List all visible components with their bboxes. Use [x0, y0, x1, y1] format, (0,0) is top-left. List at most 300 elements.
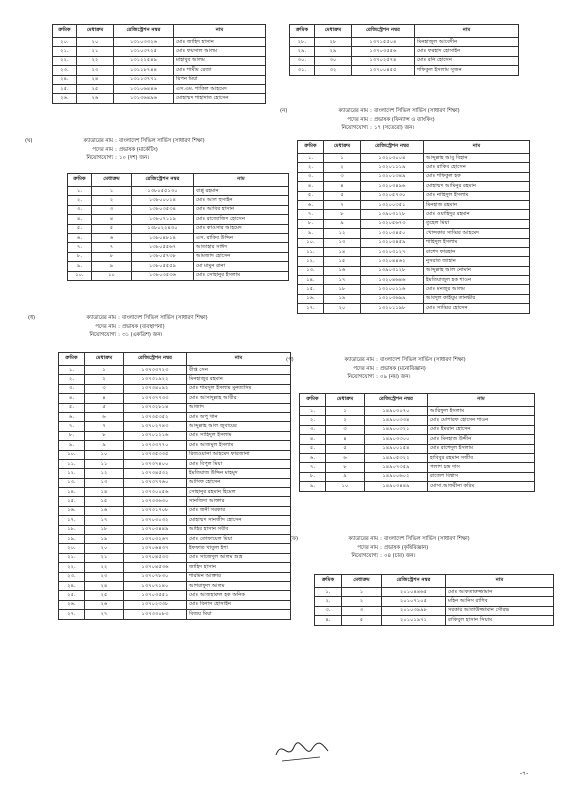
table-row [59, 384, 291, 393]
merit-cell: ৩ [92, 205, 132, 214]
serial-cell: ৫. [298, 191, 324, 200]
merit-cell: ৯ [324, 219, 361, 228]
table-row [298, 219, 530, 228]
name-cell: মোঃ তোফায়েল মিয়া [187, 535, 291, 544]
name-cell: মোঃ বিনাস হোসাইন [187, 600, 291, 609]
table-row [298, 266, 530, 275]
name-cell: সোহানুর রহমান হিমেল [187, 488, 291, 497]
registration-cell: ১৩৭৩৭৭৩৩ [124, 394, 187, 403]
name-cell: এস.এম. শাকিল আহমেদ [174, 84, 266, 93]
name-cell: আজাদ [187, 403, 291, 412]
table-row [59, 431, 291, 440]
registration-cell: ১৩৭০৭১৪০ [124, 581, 187, 590]
registration-cell: ১৪৯০৩০৭০ [365, 407, 428, 416]
registration-cell: ২০১০৭১০৫ [382, 597, 446, 606]
registration-cell: ১৩২০৩৪৫০ [361, 229, 424, 238]
serial-cell: ২১. [53, 47, 77, 56]
column-header: রেজিস্ট্রেশন নম্বর [114, 25, 174, 38]
registration-cell: ১৩৭৩০০৫৬ [124, 488, 187, 497]
serial-cell: ৫. [68, 224, 92, 233]
serial-cell: ৪. [68, 215, 92, 224]
merit-cell: ১৪ [324, 247, 361, 256]
registration-cell: ১৩৭৩৭৭৬০ [124, 478, 187, 487]
registration-cell: ১৩৮০৭১১৯ [132, 215, 194, 224]
merit-cell: ১৩ [85, 478, 124, 487]
registration-cell: ১৩৭৩৭৪০০ [124, 459, 187, 468]
merit-cell: ৭ [324, 200, 361, 209]
registration-cell: ১৩৭৩৩৭৭০ [124, 441, 187, 450]
column-header: ক্রমিক [53, 25, 77, 38]
serial-cell: ৩. [315, 606, 342, 615]
serial-cell: ৭. [300, 463, 326, 472]
name-cell: মোঃ রনি হোসেন [415, 56, 519, 65]
table-row [298, 294, 530, 303]
name-cell: খোন্দকার সাব্বির আহমেদ [424, 229, 530, 238]
registration-cell: ১৩৭০২৭৪৩ [124, 422, 187, 431]
serial-cell: ৮. [298, 219, 324, 228]
table-row [300, 463, 535, 472]
merit-cell: ২ [85, 375, 124, 384]
serial-cell: ৫. [300, 444, 326, 453]
name-cell: মোঃ ফয়সাল আলম [174, 47, 266, 56]
column-header: ক্রমিক [290, 25, 315, 38]
registration-cell: ১৩২০৫৭৩০ [361, 191, 424, 200]
table-row [315, 597, 554, 606]
merit-cell: ১০ [85, 450, 124, 459]
data-table [52, 24, 266, 104]
cadre-info-finance: (ন) ক্যাডারের নাম : বাংলাদেশ সিভিল সার্ভিস (সাধারণ শিক্ষা) পদের নাম : প্রভাষক (ফিন্যান্স ও ব্যাংকিং) নিয়োগযোগ্য : ১৭ (সতেরো) জন। [280, 108, 460, 132]
name-cell: আব্দুল্লাহ আল জুবায়ের [187, 422, 291, 431]
table-row [298, 200, 530, 209]
registration-cell: ১৩৭০২৩৩৮ [124, 600, 187, 609]
table-row [298, 257, 530, 266]
merit-cell: ১ [324, 154, 361, 163]
name-cell: আতাহার সাঈদ [194, 243, 289, 252]
table-header-row [53, 25, 266, 38]
column-header: ক্রমিক [59, 353, 85, 366]
table-row [59, 535, 291, 544]
serial-cell: ৭. [68, 243, 92, 252]
name-cell: ইফফাত খাতুল ইশা [187, 544, 291, 553]
table-row [300, 425, 535, 434]
name-cell: রিপন মিয়া [174, 75, 266, 84]
serial-cell: ২৮. [290, 38, 315, 47]
table-row [68, 187, 289, 196]
merit-cell: ২ [324, 163, 361, 172]
registration-cell: ১৩২০৩৪৫৯ [361, 238, 424, 247]
name-cell: মোঃ সাজেদুল আলম শুভ্র [187, 553, 291, 562]
name-cell: আসিফ হোসেন [187, 478, 291, 487]
name-cell: আবদুল কাইয়ুম তানভীর [424, 294, 530, 303]
serial-cell: ১৮. [59, 525, 85, 534]
serial-cell: ৪. [59, 394, 85, 403]
column-header: রেজিস্ট্রেশন নম্বর [365, 394, 428, 407]
column-header: মেধাক্রম [326, 394, 365, 407]
registration-cell: ১৩২০৫৬৭৩ [361, 219, 424, 228]
registration-cell: ১৪৯০০৬০২ [365, 472, 428, 481]
merit-cell: ৮ [326, 463, 365, 472]
registration-cell: ১৩৭৩৩৬৩০ [124, 497, 187, 506]
merit-cell: ১১ [85, 459, 124, 468]
table-row [59, 403, 291, 412]
merit-cell: ৬ [326, 453, 365, 462]
name-cell: মোঃ কাওসার আহমেদ [194, 224, 289, 233]
serial-cell: ১. [315, 588, 342, 597]
registration-cell: ১৩২০৪৬৪৬ [361, 276, 424, 285]
registration-cell: ১৩৭০৬৪৩৭ [124, 544, 187, 553]
serial-cell: ১. [300, 407, 326, 416]
data-table [58, 352, 291, 620]
merit-cell: ১৯ [324, 294, 361, 303]
column-header: রেজিস্ট্রেশন নম্বর [361, 141, 424, 154]
name-cell: পলাশ চন্দ্র দাস [428, 463, 535, 472]
name-cell: মোঃ মিনহাজ উদ্দীন [428, 435, 535, 444]
name-cell: মোঃ আবির হাসান [194, 205, 289, 214]
table-row [59, 563, 291, 572]
column-header: নাম [415, 25, 519, 38]
serial-cell: ১৭. [298, 304, 324, 313]
name-cell: মোঃ সাব্বির হোসেন [424, 304, 530, 313]
registration-cell: ১৩২০৩৬৯৯ [361, 294, 424, 303]
name-cell: মিনহাজুল আবেদীন [415, 38, 519, 47]
merit-cell: ২৮ [315, 38, 352, 47]
registration-cell: ১৩৮০০০১৪ [132, 196, 194, 205]
serial-cell: ২২. [53, 56, 77, 65]
registration-cell: ১৩৭৩৩৭২৩ [124, 366, 187, 375]
serial-cell: ২৯. [290, 47, 315, 56]
merit-cell: ৩ [342, 606, 382, 615]
cadre-info-psychology: (প) ক্যাডারের নাম : বাংলাদেশ সিভিল সার্ভিস (সাধারণ শিক্ষা) পদের নাম : প্রভাষক (মনোবিজ্ঞান) নিয়োগযোগ্য : ০৯ (নয়) জন। [286, 357, 466, 381]
merit-cell: ৫ [342, 616, 382, 625]
merit-cell: ১৫ [324, 257, 361, 266]
column-header: নাম [187, 353, 291, 366]
table-row [298, 191, 530, 200]
column-header: মেধাক্রম [77, 25, 114, 38]
table-row [53, 84, 266, 93]
merit-cell: ২০ [324, 304, 361, 313]
registration-cell: ১৩২০৩১২৭ [361, 247, 424, 256]
table-management [58, 352, 291, 620]
merit-cell: ৯ [326, 472, 365, 481]
name-cell: মোহাম্মদ সানজীদ হোসেন [187, 516, 291, 525]
table-row [298, 238, 530, 247]
serial-cell: ৬. [300, 453, 326, 462]
table-row [298, 247, 530, 256]
registration-cell: ১৩২০০১১৬ [361, 285, 424, 294]
name-cell: মোঃ বিপুল মিয়া [187, 459, 291, 468]
name-cell: ইমতিয়াজুল হক শাওন [424, 276, 530, 285]
name-cell: মোঃ শামীম রেজা [174, 66, 266, 75]
registration-cell: ১৩২০১১১৯ [361, 163, 424, 172]
registration-cell: ১৩৭৩৫৩৩৫ [124, 450, 187, 459]
registration-cell: ১৩২০০৩৫১ [361, 200, 424, 209]
registration-cell: ১৪৯০০১৫৪ [365, 444, 428, 453]
registration-cell: ১৩৭১৫৫০৪ [352, 38, 415, 47]
table-row [59, 459, 291, 468]
name-cell: রাকিবুল হাসান সিয়াম [446, 616, 554, 625]
name-cell: মোঃ আকতারুজ্জামান [446, 588, 554, 597]
column-header: নাম [174, 25, 266, 38]
name-cell: মোঃ রাশেদুল ইসলাম [428, 444, 535, 453]
table-row [68, 215, 289, 224]
serial-cell: ১০. [298, 238, 324, 247]
merit-cell: ১৭ [324, 276, 361, 285]
name-cell: রিজওয়ানা আহমেদ ফারজানা [187, 450, 291, 459]
name-cell: মোহাম্মদ আমিনুর রহমান [424, 182, 530, 191]
registration-cell: ১৪৯০৩৩০০ [365, 435, 428, 444]
merit-cell: ২ [326, 416, 365, 425]
registration-cell: ১৩৭৩১৭০৮ [124, 506, 187, 515]
table-row [59, 610, 291, 619]
registration-cell: ১৩৭৩৩০৮৩ [124, 610, 187, 619]
name-cell: মোঃ মোশারফ হোসেন শাওন [428, 416, 535, 425]
data-table [67, 173, 289, 281]
table-row [53, 94, 266, 103]
table-row [59, 525, 291, 534]
serial-cell: ৩. [300, 425, 326, 434]
registration-cell: ১৩১০৩৭২৫ [114, 47, 174, 56]
serial-cell: ১৬. [298, 294, 324, 303]
name-cell: মোঃ আজমুল ইসলাম [187, 441, 291, 450]
merit-cell: ৩ [324, 172, 361, 181]
merit-cell: ১০ [92, 271, 132, 280]
serial-cell: ২৪. [59, 581, 85, 590]
table-row [68, 205, 289, 214]
serial-cell: ৯. [298, 229, 324, 238]
registration-cell: ১৩১০৩৩২৬ [114, 38, 174, 47]
registration-cell: ১৪৯০০৩২১ [365, 425, 428, 434]
name-cell: শাহিদুল ইসলাম [424, 238, 530, 247]
column-header: মেধাক্রম [85, 353, 124, 366]
merit-cell: ১ [92, 187, 132, 196]
serial-cell: ২৫. [53, 84, 77, 93]
name-cell: বীপ্ত সেন [187, 366, 291, 375]
name-cell: মোঃ নাহিদুল ইসলাম [424, 191, 530, 200]
table-row [290, 38, 519, 47]
name-cell: মাহাবুব আলম [174, 56, 266, 65]
merit-cell: ১৬ [85, 506, 124, 515]
name-cell: আহির হাসান সবীব [187, 525, 291, 534]
column-header: নাম [424, 141, 530, 154]
registration-cell: ১৩৭০১২১৬ [124, 431, 187, 440]
table-row [298, 276, 530, 285]
serial-cell: ৭. [59, 422, 85, 431]
serial-cell: ২. [298, 163, 324, 172]
table-row [59, 469, 291, 478]
table-row [59, 441, 291, 450]
cadre-info-agriculture: (ফ) ক্যাডারের নাম : বাংলাদেশ সিভিল সার্ভিস (সাধারণ শিক্ষা) পদের নাম : প্রভাষক (কৃষিবিজ্ঞান) নিয়োগযোগ্য : ০৪ (চার) জন। [290, 536, 470, 560]
serial-cell: ২. [59, 375, 85, 384]
registration-cell: ১৩৭৩১৯২২ [124, 375, 187, 384]
registration-cell: ১৩১১৩৭৭১ [114, 75, 174, 84]
merit-cell: ৫ [92, 224, 132, 233]
table-row [68, 271, 289, 280]
name-cell: মোঃ সাহিদুল ইসলাম [187, 431, 291, 440]
serial-cell: ২০. [59, 544, 85, 553]
merit-cell: ২৬ [85, 600, 124, 609]
serial-cell: ৬. [68, 233, 92, 242]
registration-cell: ১৩৮০৫৫১৩০ [132, 187, 194, 196]
name-cell: সানজিদা আক্তার [187, 497, 291, 506]
merit-cell: ২২ [77, 56, 114, 65]
table-row [59, 366, 291, 375]
name-cell: মোঃ মনজুর আলম [424, 285, 530, 294]
name-cell: মোহাম্মদ শাহাদাত হোসেন [174, 94, 266, 103]
merit-cell: ১৮ [85, 525, 124, 534]
name-cell: মোঃ আসাদুল্লাহ আবীর [187, 394, 291, 403]
registration-cell: ১৩১০৬৪৪৬ [114, 84, 174, 93]
merit-cell: ২১ [77, 47, 114, 56]
merit-cell: ১৬ [324, 266, 361, 275]
serial-cell: ৯. [68, 262, 92, 271]
merit-cell: ২৫ [77, 84, 114, 93]
merit-cell: ৩ [85, 384, 124, 393]
serial-cell: ১৭. [59, 516, 85, 525]
merit-cell: ৪ [85, 394, 124, 403]
column-header: ক্রমিক [298, 141, 324, 154]
table-row [298, 182, 530, 191]
name-cell: ইমতিয়াজ উদ্দিন মাহমুদ [187, 469, 291, 478]
serial-cell: ৯. [59, 441, 85, 450]
registration-cell: ১৩৭০৩২৬৭ [124, 535, 187, 544]
name-cell: মোঃ সোহানুর ইসলাম [194, 271, 289, 280]
serial-cell: ১১. [59, 459, 85, 468]
data-table [299, 393, 535, 492]
table-row [59, 478, 291, 487]
registration-cell: ১৩৮০৪৮১৪ [132, 233, 194, 242]
name-cell: মোঃ অপু খান [187, 412, 291, 421]
merit-cell: ২৩ [85, 572, 124, 581]
name-cell: রাজেশ বিশ্বাস [428, 472, 535, 481]
table-header-row [298, 141, 530, 154]
table-row [68, 196, 289, 205]
table-row [59, 581, 291, 590]
serial-cell: ২২. [59, 563, 85, 572]
column-header: মেধাক্রম [342, 575, 382, 588]
column-header: ক্রমিক [315, 575, 342, 588]
name-cell: বিজয় মিয়া [187, 610, 291, 619]
serial-cell: ১৯. [59, 535, 85, 544]
table-row [298, 229, 530, 238]
name-cell: নুসরাত জাহান [424, 257, 530, 266]
merit-cell: ২৩ [77, 66, 114, 75]
column-header: রেজিস্ট্রেশন নম্বর [382, 575, 446, 588]
serial-cell: ১২. [59, 469, 85, 478]
table-row [59, 600, 291, 609]
merit-cell: ১ [326, 407, 365, 416]
table-row [68, 262, 289, 271]
registration-cell: ১৩২০৩৪৯৬ [361, 182, 424, 191]
serial-cell: ২. [300, 416, 326, 425]
registration-cell: ১৩৭৩৪৫৩২ [124, 469, 187, 478]
serial-cell: ৪. [300, 435, 326, 444]
name-cell: মোঃ রাকিব হোসেন [424, 163, 530, 172]
name-cell: মোঃ আজহারুল হক অনিক [187, 591, 291, 600]
table-row [300, 472, 535, 481]
merit-cell: ১৮ [324, 285, 361, 294]
registration-cell: ১৩২০৩০০৪ [361, 154, 424, 163]
merit-cell: ৯ [92, 262, 132, 271]
serial-cell: ৩. [68, 205, 92, 214]
serial-cell: ৮. [68, 252, 92, 261]
column-header: মেধাক্রম [324, 141, 361, 154]
serial-cell: ৬. [59, 412, 85, 421]
table-row [68, 224, 289, 233]
table-header-row [290, 25, 519, 38]
name-cell: মোঃ ফরহাদ হোসাইন [415, 47, 519, 56]
registration-cell: ১৪৯০৭৩৫৯ [365, 463, 428, 472]
table-header-row [315, 575, 554, 588]
merit-cell: ২০ [85, 544, 124, 553]
serial-cell: ১১. [298, 247, 324, 256]
table-row [300, 444, 535, 453]
name-cell: আব্দুল্লাহ আবু বিহান [424, 154, 530, 163]
name-cell: মোঃ আল হুসাইন [194, 196, 289, 205]
table-lecturer-left-top [52, 24, 266, 104]
name-cell: শারমিন আক্তার [187, 572, 291, 581]
merit-cell: ৭ [85, 422, 124, 431]
registration-cell: ১৩৮০৩৫৩৬ [132, 271, 194, 280]
name-cell: মোসা.আফরীনা করিম [428, 482, 535, 491]
serial-cell: ১৬. [59, 506, 85, 515]
merit-cell: ১৩ [324, 238, 361, 247]
merit-cell: ১০ [326, 482, 365, 491]
table-row [300, 435, 535, 444]
merit-cell: ৭ [92, 243, 132, 252]
name-cell: সরকার আতাউজ্জামান সৌরভ [446, 606, 554, 615]
registration-cell: ১৩৮০৫৫৬৭ [132, 243, 194, 252]
table-row [290, 66, 519, 75]
table-row [298, 172, 530, 181]
merit-cell: ২১ [85, 553, 124, 562]
serial-cell: ৮. [59, 431, 85, 440]
data-table [314, 574, 554, 626]
table-row [300, 407, 535, 416]
name-cell: মোঃ ওয়াহিদুর রহমান [424, 210, 530, 219]
table-row [298, 285, 530, 294]
serial-cell: ২০. [53, 38, 77, 47]
table-row [290, 56, 519, 65]
page-number: -৭- [520, 770, 529, 777]
merit-cell: ১৫ [85, 497, 124, 506]
serial-cell: ৪. [315, 616, 342, 625]
serial-cell: ১০. [59, 450, 85, 459]
merit-cell: ৫ [85, 403, 124, 412]
name-cell: তুহেল মিয়া [424, 219, 530, 228]
serial-cell: ৯. [300, 482, 326, 491]
name-cell: আরিফুল ইসলাম [428, 407, 535, 416]
merit-cell: ১৯ [85, 535, 124, 544]
table-row [53, 75, 266, 84]
table-row [53, 56, 266, 65]
column-header: রেজিস্ট্রেশন নম্বর [352, 25, 415, 38]
cadre-info-marketing: (ঘ) ক্যাডারের নাম : বাংলাদেশ সিভিল সার্ভিস (সাধারণ শিক্ষা) পদের নাম : প্রভাষক (মার্কেটিং) নিয়োগযোগ্য : ১০ (দশ) জন। [25, 138, 205, 162]
merit-cell: ৮ [324, 210, 361, 219]
serial-cell: ২৬. [53, 94, 77, 103]
table-row [290, 47, 519, 56]
name-cell: রাশেদ ফারহান [424, 247, 530, 256]
table-psychology [299, 393, 535, 492]
column-header: রেজিস্ট্রেশন নম্বর [124, 353, 187, 366]
table-row [53, 47, 266, 56]
serial-cell: ১৫. [298, 285, 324, 294]
registration-cell: ১৩২০১১৯৮ [361, 304, 424, 313]
table-row [59, 544, 291, 553]
name-cell: আব্দুল্লাহ আল নোমান [424, 266, 530, 275]
table-row [298, 154, 530, 163]
registration-cell: ১৩৭০৩০৩২ [124, 516, 187, 525]
merit-cell: ৫ [326, 444, 365, 453]
